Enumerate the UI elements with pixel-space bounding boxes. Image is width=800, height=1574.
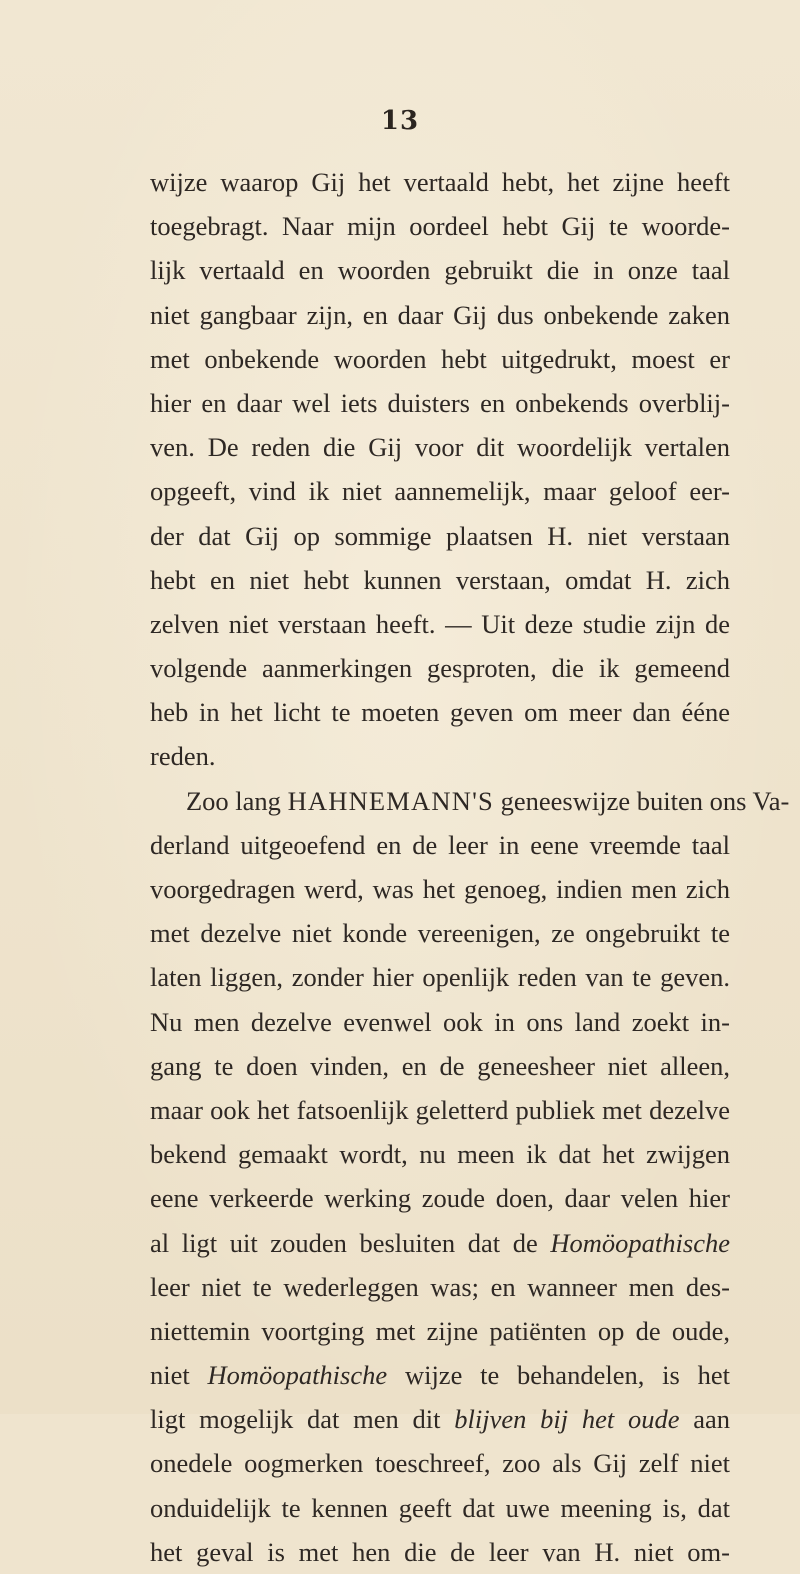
text-line — [150, 1353, 730, 1397]
text-line: maar ook het fatsoenlijk geletterd publiek met dezelve — [150, 1094, 730, 1125]
text-line: met onbekende woorden hebt uitgedrukt, moest er — [150, 343, 730, 374]
text-line: volgende aanmerkingen gesproten, die ik gemeend — [150, 653, 730, 684]
paragraph-end-line: reden. — [150, 741, 216, 772]
paragraph-start-line — [150, 779, 790, 823]
text-line: lijk vertaald en woorden gebruikt die in onze taal — [150, 255, 730, 286]
text-line: niettemin voortging met zijne patiënten op de oude, — [150, 1315, 730, 1346]
text-line: toegebragt. Naar mijn oordeel hebt Gij te woorde- — [150, 211, 730, 242]
text-run: aan — [679, 1404, 730, 1435]
text-run: al ligt uit zouden besluiten dat de — [150, 1227, 551, 1258]
italic-term: Homöopathische — [207, 1360, 388, 1391]
text-line: der dat Gij op sommige plaatsen H. niet verstaan — [150, 520, 730, 551]
text-line — [150, 1397, 730, 1441]
text-line: ven. De reden die Gij voor dit woordelijk vertalen — [150, 432, 730, 463]
text-line: onduidelijk te kennen geeft dat uwe meening is, dat — [150, 1492, 730, 1523]
text-line: voorgedragen werd, was het genoeg, indien men zich — [150, 874, 730, 904]
text-line: onedele oogmerken toeschreef, zoo als Gij zelf niet — [150, 1448, 730, 1479]
text-run: geneeswijze buiten ons Va- — [494, 785, 790, 816]
text-line: bekend gemaakt wordt, nu meen ik dat het zwijgen — [150, 1139, 730, 1170]
text-line: Nu men dezelve evenwel ook in ons land zoekt in- — [150, 1006, 730, 1037]
text-line: eene verkeerde werking zoude doen, daar velen hier — [150, 1183, 730, 1214]
text-line: gang te doen vinden, en de geneesheer niet alleen, — [150, 1050, 730, 1081]
text-run: ligt mogelijk dat men dit — [150, 1404, 455, 1435]
italic-term: Homöopathische — [550, 1227, 730, 1258]
body-text — [150, 160, 790, 1574]
author-name-smallcaps: HAHNEMANN'S — [287, 785, 494, 816]
text-line: het geval is met hen die de leer van H. niet om- — [150, 1536, 730, 1567]
text-line: niet gangbaar zijn, en daar Gij dus onbekende zaken — [150, 299, 730, 330]
text-line: hier en daar wel iets duisters en onbekends overblij- — [150, 387, 730, 418]
text-line: met dezelve niet konde vereenigen, ze ongebruikt te — [150, 918, 730, 949]
text-line: laten liggen, zonder hier openlijk reden van te geven. — [150, 962, 730, 993]
text-line: zelven niet verstaan heeft. — Uit deze studie zijn de — [150, 608, 730, 639]
text-run: wijze te behandelen, is het — [387, 1360, 730, 1391]
text-run: niet — [150, 1360, 208, 1391]
italic-phrase: blijven bij het oude — [454, 1404, 680, 1435]
text-line — [150, 1221, 730, 1265]
text-line: opgeeft, vind ik niet aannemelijk, maar geloof eer- — [150, 476, 730, 507]
text-line: heb in het licht te moeten geven om meer dan ééne — [150, 697, 730, 728]
text-line: leer niet te wederleggen was; en wanneer men des- — [150, 1271, 730, 1302]
text-line: wijze waarop Gij het vertaald hebt, het zijne heeft — [150, 167, 730, 197]
page-number: 13 — [380, 106, 420, 136]
text-run: Zoo lang — [186, 785, 288, 816]
text-line: hebt en niet hebt kunnen verstaan, omdat H. zich — [150, 564, 730, 595]
text-line: derland uitgeoefend en de leer in eene vreemde taal — [150, 829, 730, 860]
